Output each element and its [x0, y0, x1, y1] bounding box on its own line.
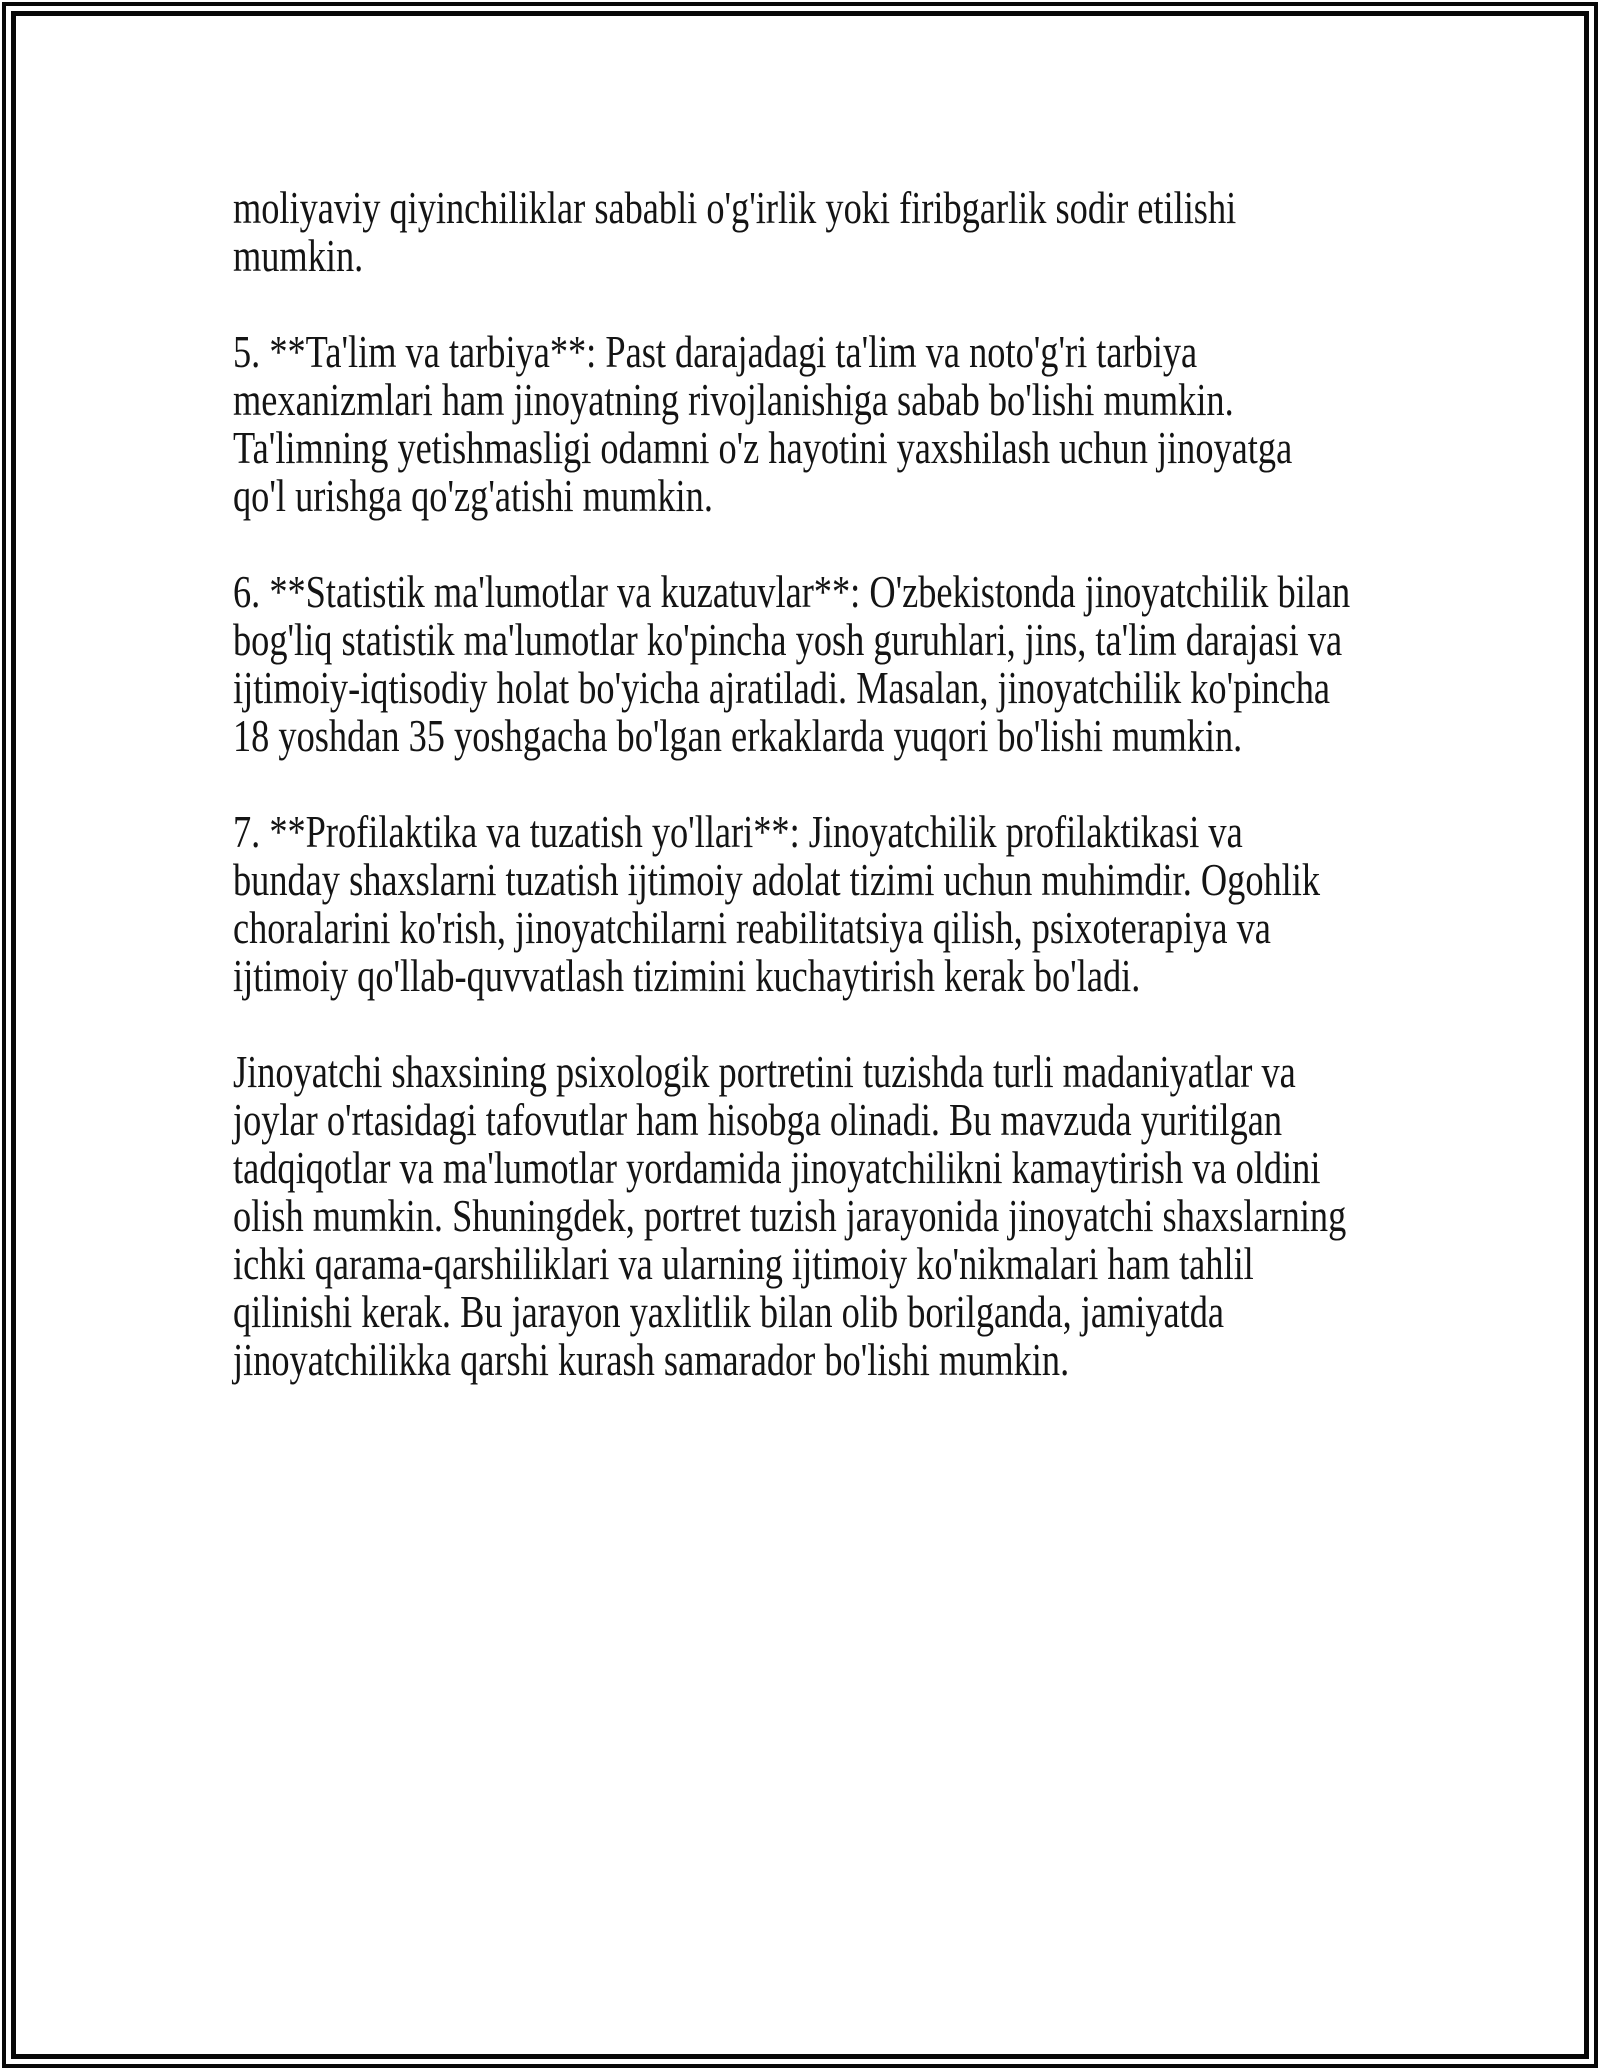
text-line: bog'liq statistik ma'lumotlar ko'pincha yosh guruhlari, jins, ta'lim darajasi va — [233, 614, 1343, 665]
text-line: 6. **Statistik ma'lumotlar va kuzatuvlar**: O'zbekistonda jinoyatchilik bilan — [233, 566, 1351, 617]
text-line: qo'l urishga qo'zg'atishi mumkin. — [233, 470, 713, 521]
paragraph-item-6-statistik-malumotlar — [233, 568, 1350, 760]
paragraph-continuation — [233, 184, 1350, 280]
text-line: olish mumkin. Shuningdek, portret tuzish jarayonida jinoyatchi shaxslarning — [233, 1190, 1347, 1241]
text-line: qilinishi kerak. Bu jarayon yaxlitlik bilan olib borilganda, jamiyatda — [233, 1286, 1225, 1337]
text-line: bunday shaxslarni tuzatish ijtimoiy adolat tizimi uchun muhimdir. Ogohlik — [233, 854, 1321, 905]
text-line: ichki qarama-qarshiliklari va ularning ijtimoiy ko'nikmalari ham tahlil — [233, 1238, 1254, 1289]
text-line: 7. **Profilaktika va tuzatish yo'llari**: Jinoyatchilik profilaktikasi va — [233, 806, 1243, 857]
text-line: ijtimoiy-iqtisodiy holat bo'yicha ajratiladi. Masalan, jinoyatchilik ko'pincha — [233, 662, 1331, 713]
text-line: 5. **Ta'lim va tarbiya**: Past darajadagi ta'lim va noto'g'ri tarbiya — [233, 326, 1198, 377]
text-line: joylar o'rtasidagi tafovutlar ham hisobga olinadi. Bu mavzuda yuritilgan — [233, 1094, 1283, 1145]
text-line: Jinoyatchi shaxsining psixologik portretini tuzishda turli madaniyatlar va — [233, 1046, 1296, 1097]
text-line: Ta'limning yetishmasligi odamni o'z hayotini yaxshilash uchun jinoyatga — [233, 422, 1293, 473]
text-line: tadqiqotlar va ma'lumotlar yordamida jinoyatchilikni kamaytirish va oldini — [233, 1142, 1321, 1193]
paragraph-conclusion — [233, 1048, 1350, 1384]
text-line: jinoyatchilikka qarshi kurash samarador bo'lishi mumkin. — [233, 1334, 1070, 1385]
text-line: 18 yoshdan 35 yoshgacha bo'lgan erkaklarda yuqori bo'lishi mumkin. — [233, 710, 1243, 761]
text-line: mumkin. — [233, 230, 364, 281]
document-text-block — [233, 184, 1350, 1432]
text-line: mexanizmlari ham jinoyatning rivojlanishiga sabab bo'lishi mumkin. — [233, 374, 1234, 425]
text-line: ijtimoiy qo'llab-quvvatlash tizimini kuchaytirish kerak bo'ladi. — [233, 950, 1141, 1001]
text-line: moliyaviy qiyinchiliklar sababli o'g'irlik yoki firibgarlik sodir etilishi — [233, 182, 1237, 233]
text-line: choralarini ko'rish, jinoyatchilarni reabilitatsiya qilish, psixoterapiya va — [233, 902, 1271, 953]
paragraph-item-7-profilaktika — [233, 808, 1350, 1000]
paragraph-item-5-talim-va-tarbiya — [233, 328, 1350, 520]
